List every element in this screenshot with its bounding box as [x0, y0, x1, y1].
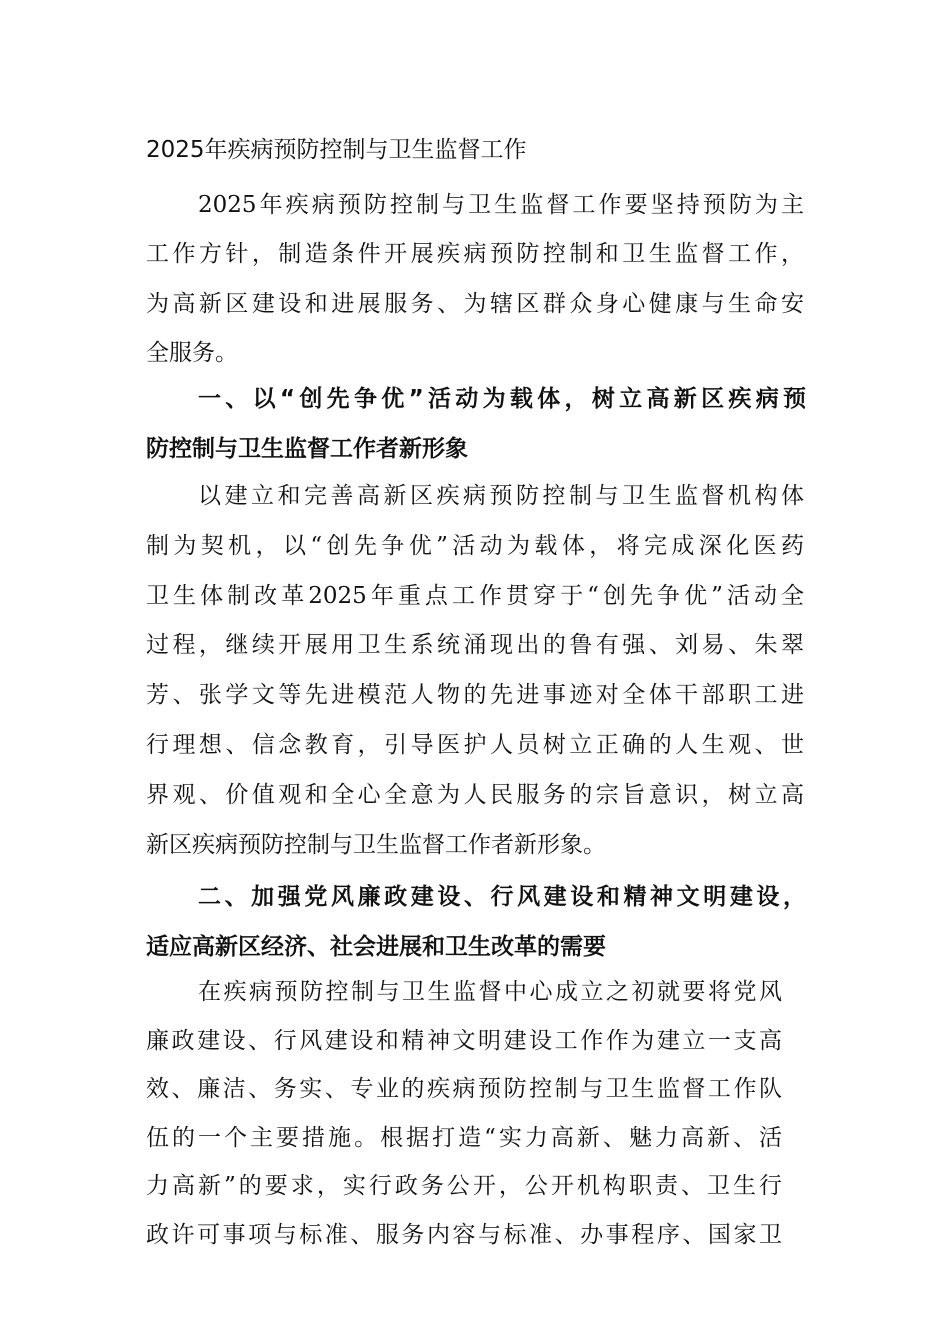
paragraph-line: 卫生体制改革2025年重点工作贯穿于“创先争优”活动全: [146, 582, 804, 609]
heading-line: 一、以“创先争优”活动为载体，树立高新区疾病预: [198, 386, 806, 412]
paragraph-line: 全服务。: [146, 340, 238, 367]
heading-line: 二、加强党风廉政建设、行风建设和精神文明建设，: [198, 884, 806, 910]
paragraph-line: 芳、张学文等先进模范人物的先进事迹对全体干部职工进: [146, 682, 804, 709]
document-title: 2025年疾病预防控制与卫生监督工作: [146, 137, 527, 163]
paragraph-line: 廉政建设、行风建设和精神文明建设工作作为建立一支高: [146, 1027, 782, 1054]
heading-line: 适应高新区经济、社会进展和卫生改革的需要: [146, 934, 606, 960]
section-2-body: [146, 968, 782, 1259]
paragraph-line: 伍的一个主要措施。根据打造“实力高新、魅力高新、活: [146, 1124, 782, 1151]
paragraph-line: 行理想、信念教育，引导医护人员树立正确的人生观、世: [146, 731, 804, 758]
paragraph-line: 以建立和完善高新区疾病预防控制与卫生监督机构体: [198, 483, 804, 509]
paragraph-line: 效、廉洁、务实、专业的疾病预防控制与卫生监督工作队: [146, 1076, 782, 1102]
section-2-heading: [146, 872, 806, 972]
paragraph-line: 2025年疾病预防控制与卫生监督工作要坚持预防为主: [198, 192, 804, 218]
paragraph-line: 过程，继续开展用卫生系统涌现出的鲁有强、刘易、朱翠: [146, 632, 804, 659]
intro-paragraph: [146, 181, 804, 379]
paragraph-line: 工作方针，制造条件开展疾病预防控制和卫生监督工作，: [146, 241, 804, 268]
paragraph-line: 为高新区建设和进展服务、为辖区群众身心健康与生命安: [146, 290, 804, 317]
heading-line: 防控制与卫生监督工作者新形象: [146, 436, 468, 462]
paragraph-line: 力高新”的要求，实行政务公开，公开机构职责、卫生行: [146, 1173, 782, 1199]
paragraph-line: 在疾病预防控制与卫生监督中心成立之初就要将党风: [198, 979, 782, 1005]
section-1-body: [146, 472, 804, 870]
paragraph-line: 政许可事项与标准、服务内容与标准、办事程序、国家卫: [146, 1221, 782, 1248]
paragraph-line: 新区疾病预防控制与卫生监督工作者新形象。: [146, 831, 606, 858]
section-1-heading: [146, 374, 806, 474]
paragraph-line: 界观、价值观和全心全意为人民服务的宗旨意识，树立高: [146, 781, 804, 808]
paragraph-line: 制为契机，以“创先争优”活动为载体，将完成深化医药: [146, 532, 804, 559]
